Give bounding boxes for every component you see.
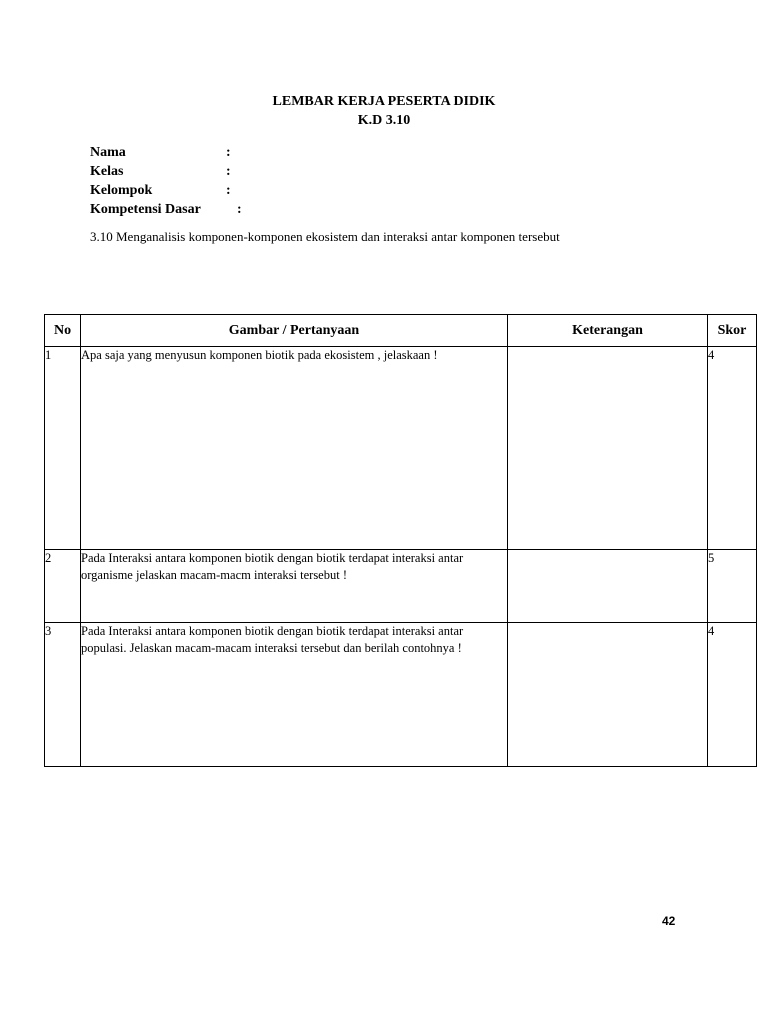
question-table [44,314,757,767]
score-value: 4 [708,623,757,767]
question-text: Pada Interaksi antara komponen biotik dengan biotik terdapat interaksi antar organisme jelaskan macam-macm interaksi tersebut ! [81,550,508,623]
field-label: Kelas [90,164,124,179]
question-text: Pada Interaksi antara komponen biotik dengan biotik terdapat interaksi antar populasi. Jelaskan macam-macam interaksi tersebut dan berilah contohnya ! [81,623,508,767]
remarks-cell[interactable] [508,550,708,623]
score-value: 4 [708,347,757,550]
row-number: 3 [45,623,81,767]
field-label: Kelompok [90,183,153,198]
table-header-row [45,315,757,347]
field-separator: : [226,164,231,179]
score-value: 5 [708,550,757,623]
competency-description: 3.10 Menganalisis komponen-komponen ekosistem dan interaksi antar komponen tersebut [90,229,560,244]
row-number: 2 [45,550,81,623]
header-remarks: Keterangan [508,315,708,347]
row-number: 1 [45,347,81,550]
question-text: Apa saja yang menyusun komponen biotik pada ekosistem , jelaskaan ! [81,347,508,550]
table-row [45,550,757,623]
table-row [45,623,757,767]
header-score: Skor [708,315,757,347]
field-label: Kompetensi Dasar [90,202,201,217]
field-separator: : [226,183,231,198]
remarks-cell[interactable] [508,623,708,767]
document-title: LEMBAR KERJA PESERTA DIDIK [272,94,496,109]
field-label: Nama [90,145,126,160]
document-subtitle: K.D 3.10 [357,113,411,128]
header-question: Gambar / Pertanyaan [81,315,508,347]
page-number: 42 [662,914,676,928]
header-no: No [45,315,81,347]
field-separator: : [237,202,242,217]
table-row [45,347,757,550]
remarks-cell[interactable] [508,347,708,550]
field-separator: : [226,145,231,160]
